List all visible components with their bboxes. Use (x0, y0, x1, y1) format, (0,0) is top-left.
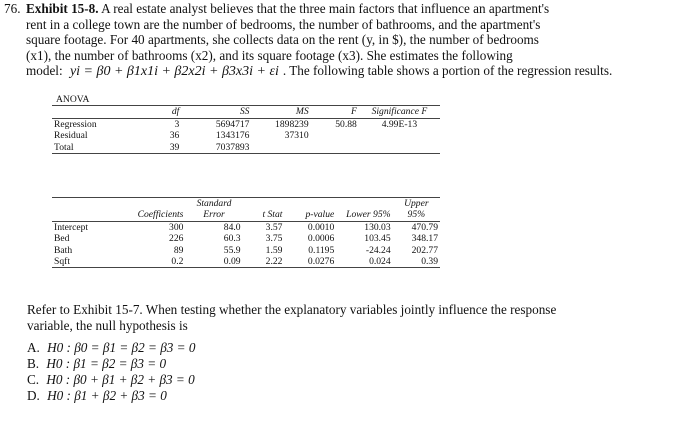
anova-header: F (350, 106, 357, 118)
choice-d[interactable] (27, 388, 195, 404)
table-cell: 0.39 (421, 256, 438, 268)
coef-header: p-value (305, 209, 335, 221)
anova-header (52, 106, 133, 118)
coef-header: t Stat (262, 209, 283, 221)
table-cell: 1343176 (215, 130, 250, 142)
table-cell (251, 142, 310, 154)
intro-line-4: (x1), the number of bathrooms (x2), and its square footage (x3). She estimates the following (26, 47, 513, 63)
coefficients-grid (52, 197, 440, 268)
anova-grid (52, 106, 440, 154)
table-cell: 7037893 (215, 141, 250, 153)
table-cell: 3 (174, 118, 180, 130)
model-equation: yi = β0 + β1x1i + β2x2i + β3x3i + εi (69, 64, 279, 80)
table-cell: 84.0 (223, 221, 241, 233)
table-cell: 348.17 (411, 233, 438, 245)
anova-header-row (52, 106, 440, 118)
table-row (52, 142, 440, 154)
table-cell: Bed (54, 233, 70, 245)
table-cell: 39 (169, 141, 180, 153)
table-cell: 0.0010 (307, 221, 335, 233)
table-cell: 60.3 (223, 233, 241, 245)
table-cell: 37310 (284, 130, 309, 142)
choice-c[interactable] (27, 372, 195, 388)
table-cell: 2.22 (265, 256, 283, 268)
table-cell: Total (54, 141, 74, 153)
table-cell: Residual (54, 130, 88, 142)
model-prefix: model: (26, 63, 63, 79)
choice-text: H0 : β0 + β1 + β2 + β3 = 0 (46, 372, 195, 387)
table-cell: 0.09 (223, 256, 241, 268)
question-line-2: variable, the null hypothesis is (27, 317, 188, 333)
table-cell: 202.77 (411, 244, 438, 256)
table-cell (311, 130, 359, 141)
anova-header: Significance F (371, 106, 428, 118)
anova-table (52, 94, 440, 154)
table-cell (359, 142, 440, 154)
intro-line-2: rent in a college town are the number of bedrooms, the number of bathrooms, and the apartment's (26, 16, 541, 32)
anova-header: df (171, 106, 180, 118)
table-cell: 470.79 (411, 221, 438, 233)
table-cell: 1.59 (265, 244, 283, 256)
table-cell: 0.0276 (307, 256, 335, 268)
model-suffix: . The following table shows a portion of the regression results. (282, 63, 613, 79)
intro-line-3: square footage. For 40 apartments, she collects data on the rent (y, in $), the number of bedrooms (26, 32, 539, 48)
table-cell: 130.03 (364, 221, 391, 233)
coef-header: Upper 95% (404, 198, 429, 221)
table-cell: 4.99E-13 (381, 118, 418, 130)
choice-text: H0 : β0 = β1 = β2 = β3 = 0 (47, 340, 196, 355)
problem-number: 76. (4, 1, 21, 16)
answer-choices (27, 340, 195, 404)
anova-header: SS (239, 106, 250, 118)
coef-header: Lower 95% (346, 209, 391, 221)
coef-header-row (52, 198, 440, 222)
coefficients-table (52, 197, 440, 268)
exhibit-label: Exhibit 15-8. (26, 1, 99, 16)
table-row (52, 118, 440, 130)
question-text (27, 302, 667, 333)
choice-a[interactable] (27, 340, 195, 356)
table-cell: 5694717 (215, 118, 250, 130)
table-cell: 3.57 (265, 221, 283, 233)
choice-text: H0 : β1 = β2 = β3 = 0 (46, 356, 167, 371)
choice-b[interactable] (27, 356, 195, 372)
table-row (52, 221, 440, 233)
table-cell: Bath (54, 244, 73, 256)
intro-line-1: A real estate analyst believes that the three main factors that influence an apartment's (98, 1, 550, 16)
table-cell (311, 142, 359, 154)
table-cell: 55.9 (223, 244, 241, 256)
table-cell: 0.2 (171, 256, 184, 268)
table-cell: 3.75 (265, 233, 283, 245)
coef-header: Standard Error (196, 198, 232, 221)
anova-title: ANOVA (52, 94, 440, 106)
table-cell: 300 (169, 221, 184, 233)
model-line (4, 63, 684, 80)
table-cell: 1898239 (275, 118, 309, 130)
coef-header (52, 198, 114, 222)
table-row (52, 256, 440, 268)
table-cell: 50.88 (335, 118, 357, 130)
table-cell: Intercept (54, 221, 89, 233)
table-row (52, 233, 440, 244)
choice-letter: C. (27, 372, 40, 387)
table-cell: 0.0006 (307, 233, 335, 245)
table-cell: 226 (169, 233, 184, 245)
choice-letter: B. (27, 356, 40, 371)
table-cell: 0.024 (369, 256, 391, 268)
table-row (52, 130, 440, 141)
table-cell: 103.45 (364, 233, 391, 245)
anova-header: MS (295, 106, 309, 118)
table-cell: Regression (54, 118, 97, 130)
table-cell: 0.1195 (308, 244, 335, 256)
choice-letter: D. (27, 388, 40, 403)
table-cell: 89 (173, 244, 184, 256)
table-cell: Sqft (54, 256, 70, 268)
table-row (52, 245, 440, 256)
question-line-1: Refer to Exhibit 15-7. When testing whether the explanatory variables jointly influence the response (27, 302, 557, 317)
choice-text: H0 : β1 + β2 + β3 = 0 (47, 388, 167, 403)
table-cell: -24.24 (365, 244, 391, 256)
problem-statement (4, 1, 684, 80)
choice-letter: A. (27, 340, 40, 355)
table-cell (359, 130, 440, 141)
coef-header: Coefficients (137, 209, 184, 221)
table-cell: 36 (169, 130, 180, 142)
